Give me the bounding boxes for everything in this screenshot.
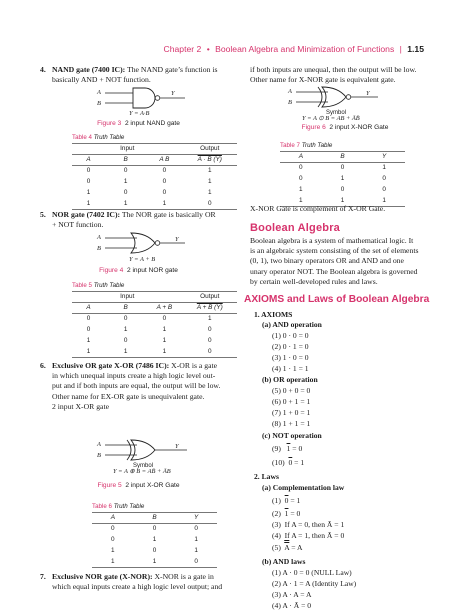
chapter-label: Chapter 2 [163, 44, 202, 54]
col-y: Y [363, 152, 405, 163]
col-a-plus-b: A + B [146, 303, 182, 314]
axiom-result: = 1 [292, 458, 305, 467]
xor-input-a: A [97, 441, 101, 448]
axiom-6: (6) 0 + 1 = 1 [272, 397, 311, 406]
xnor-gate-diagram [286, 83, 406, 121]
cell: 1 [363, 196, 405, 207]
cell: 0 [123, 188, 128, 196]
law-result: = 0 [288, 509, 301, 518]
axiom-number: (10) [272, 458, 285, 467]
and-law-3: (3) A · A = A [272, 590, 312, 599]
nor-text-2: + NOT function. [52, 220, 104, 230]
nand-equation: Y = A·B [129, 110, 150, 116]
cell: 1 [146, 347, 182, 358]
xnor-input-b: B [288, 99, 292, 106]
law-result: If A = 1, then Ā = 0 [284, 531, 345, 540]
ba-line: (0, 1), two binary operators OR and AND and one [250, 256, 404, 266]
axioms-subheading: 1. AXIOMS [254, 310, 293, 319]
xor-output-y: Y [175, 443, 179, 450]
xor-heading: Exclusive OR gate X-OR (7486 IC): [52, 361, 170, 370]
axiom-5: (5) 0 + 0 = 0 [272, 386, 311, 395]
law-result: If A = 0, then Ā = 1 [284, 520, 345, 529]
xnor-equation: Y = A ⊙ B = AB + ĀB̄ [302, 115, 360, 121]
xnor-text: X-NOR is a gate in [152, 572, 214, 581]
cell: 0 [299, 174, 303, 182]
nand-truth-table [72, 143, 237, 210]
nor-input-b: B [97, 245, 101, 252]
table-5-caption [72, 282, 124, 290]
cell: 1 [162, 325, 167, 333]
cell: 1 [207, 177, 212, 185]
cell: 0 [86, 325, 91, 333]
table-row [72, 188, 237, 199]
complement-value: 0 [288, 458, 293, 467]
chapter-title: Boolean Algebra and Minimization of Functions [215, 44, 395, 54]
axiom-4: (4) 1 · 1 = 1 [272, 364, 309, 373]
page-number: 1.15 [407, 44, 424, 54]
cell: 0 [123, 167, 128, 175]
cell: 0 [111, 535, 115, 543]
xnor-heading: Exclusive NOR gate (X-NOR): [52, 572, 153, 581]
nand-gate-diagram [95, 84, 205, 116]
table-label: Table 6 [92, 503, 112, 510]
cell: 0 [183, 199, 237, 210]
table-row [72, 177, 237, 188]
cell: 0 [382, 174, 386, 182]
axiom-result: = 0 [290, 444, 303, 453]
xor-text: X-OR is a gate [169, 361, 218, 370]
law-number: (2) [272, 509, 281, 518]
cell: 1 [322, 196, 364, 207]
cell: 0 [299, 164, 303, 172]
boolean-algebra-heading: Boolean Algebra [250, 222, 340, 234]
xor-text-5: 2 input X-OR gate [52, 401, 110, 411]
xnor-text-2: which equal inputs create a high logic level output; and [52, 582, 223, 592]
law-number: (3) [272, 520, 281, 529]
cell: 0 [340, 164, 345, 172]
cell: 0 [183, 347, 237, 358]
xnor-cont-text: if both inputs are unequal, then the output will be low. [250, 65, 417, 74]
cell: 0 [86, 167, 91, 175]
cell: 1 [86, 188, 91, 196]
axiom-2: (2) 0 · 1 = 0 [272, 342, 309, 351]
cell: 0 [86, 315, 91, 323]
xnor-cont-text-2: Other name for X-NOR gate is equivalent gate. [250, 75, 396, 85]
group-output: Output [183, 144, 237, 155]
figure-text: 2 input NAND gate [124, 120, 180, 127]
cell: 0 [162, 177, 167, 185]
xnor-symbol-label: Symbol [326, 110, 347, 116]
col-a: A [72, 155, 105, 166]
col-a: A [92, 513, 134, 524]
table-row [72, 336, 237, 347]
cell: 1 [207, 315, 212, 323]
figure-3-caption [40, 120, 237, 129]
table-row [280, 163, 405, 174]
comp-law-5 [272, 543, 302, 553]
xor-text-3: put and if both inputs are equal, the output will be low. [52, 381, 221, 391]
complement-value: 1 [286, 444, 291, 453]
or-operation-heading: (b) OR operation [262, 375, 318, 384]
nor-text: The NOR gate is basically OR [120, 210, 216, 219]
cell: 1 [105, 347, 146, 358]
complement-value: 1 [284, 509, 289, 518]
nor-gate-diagram [95, 229, 205, 263]
col-y: A · B (Y) [183, 155, 237, 166]
and-laws-heading: (b) AND laws [262, 557, 306, 566]
table-row [92, 557, 217, 568]
table-4-caption [72, 134, 124, 142]
comp-law-2 [272, 509, 300, 519]
figure-label: Figure 6 [301, 124, 326, 131]
cell: 0 [123, 336, 128, 344]
cell: 1 [146, 199, 182, 210]
comp-law-4 [272, 531, 344, 541]
cell: 0 [382, 185, 386, 193]
cell: 0 [111, 525, 115, 533]
law-number: (4) [272, 531, 281, 540]
table-row [72, 166, 237, 177]
xor-input-b: B [97, 452, 101, 459]
cell: 0 [207, 325, 212, 333]
xnor-note: X-NOR Gate is complement of X-OR Gate. [250, 204, 386, 213]
figure-4-caption [40, 267, 237, 276]
law-result: = A [289, 543, 303, 552]
table-title: Truth Table [93, 282, 125, 289]
and-law-4: (4) A · Ā = 0 [272, 601, 312, 610]
nor-heading: NOR gate (7402 IC): [52, 210, 121, 219]
comp-law-1 [272, 496, 300, 506]
running-head [164, 44, 424, 55]
cell: 1 [382, 164, 386, 172]
cell: 1 [280, 196, 322, 207]
nor-item [40, 210, 237, 230]
cell: 0 [86, 177, 91, 185]
cell: 0 [162, 167, 167, 175]
figure-label: Figure 5 [97, 482, 122, 489]
cell: 0 [162, 315, 167, 323]
col-b: B [322, 152, 364, 163]
nand-input-a: A [97, 89, 101, 96]
col-a: A [72, 303, 105, 314]
col-a: A [280, 152, 322, 163]
xor-truth-table [92, 512, 217, 568]
table-row [92, 535, 217, 546]
axioms-heading: AXIOMS and Laws of Boolean Algebra [244, 294, 430, 305]
figure-text: 2 input X-NOR Gate [329, 124, 389, 131]
table-title: Truth Table [93, 134, 125, 141]
table-label: Table 7 [280, 142, 300, 149]
axiom-3: (3) 1 · 0 = 0 [272, 353, 309, 362]
law-result: = 1 [288, 496, 301, 505]
ba-line: Boolean algebra is a system of mathematical logic. It [250, 236, 414, 245]
xor-equation: Y = A ⊕ B = AB̄ + ĀB [113, 468, 171, 474]
nor-truth-table [72, 291, 237, 358]
col-b: B [105, 303, 146, 314]
xor-text-4: Other name for EX-OR gate is unequivalent gate. [52, 391, 205, 401]
xor-text-2: in which unequal inputs create a high logic level out- [52, 371, 216, 381]
cell: 1 [105, 199, 146, 210]
group-input: Input [72, 292, 183, 303]
cell: 1 [194, 546, 198, 554]
axiom-8: (8) 1 + 1 = 1 [272, 419, 311, 428]
boolean-algebra-paragraph [250, 236, 440, 287]
col-b: B [105, 155, 146, 166]
cell: 0 [340, 185, 345, 193]
not-operation-heading: (c) NOT operation [262, 431, 322, 440]
cell: 1 [111, 546, 115, 554]
cell: 0 [175, 557, 217, 568]
table-row [72, 199, 237, 210]
cell: 0 [194, 525, 198, 533]
figure-label: Figure 3 [97, 120, 122, 127]
table-label: Table 4 [72, 134, 92, 141]
and-law-2: (2) A · 1 = A (Identity Law) [272, 579, 357, 588]
law-number: (5) [272, 543, 281, 552]
nand-text: The NAND gate’s function is [125, 65, 218, 74]
group-input: Input [72, 144, 183, 155]
xnor-output-y: Y [366, 90, 370, 97]
xor-gate-diagram [95, 436, 215, 474]
figure-5-caption [40, 482, 237, 491]
cell: 1 [86, 336, 91, 344]
table-row [72, 347, 237, 358]
cell: 1 [72, 347, 105, 358]
xnor-input-a: A [288, 88, 292, 95]
axiom-7: (7) 1 + 0 = 1 [272, 408, 311, 417]
table-label: Table 5 [72, 282, 92, 289]
ba-line: unary operator NOT. The Boolean algebra is governed [250, 266, 418, 276]
nand-text-2: basically AND + NOT function. [52, 75, 151, 85]
law-number: (1) [272, 496, 281, 505]
xor-item [40, 361, 237, 412]
xor-symbol-label: Symbol [133, 463, 154, 469]
table-row [72, 314, 237, 325]
cell: 1 [123, 177, 128, 185]
col-y: A + B (Y) [183, 303, 237, 314]
complementation-law-heading: (a) Complementation law [262, 483, 345, 492]
table-title: Truth Table [301, 142, 333, 149]
table-row [92, 546, 217, 557]
xnor-item [40, 572, 237, 592]
nand-output-y: Y [171, 90, 175, 97]
complement-value: A [284, 543, 290, 552]
item-number: 6. [40, 361, 46, 370]
xnor-truth-table [280, 151, 405, 207]
cell: 1 [194, 535, 198, 543]
header-bullet: • [206, 44, 210, 54]
nor-input-a: A [97, 234, 101, 241]
table-6-caption [92, 503, 144, 511]
item-number: 4. [40, 65, 46, 74]
nor-output-y: Y [175, 236, 179, 243]
and-law-1: (1) A · 0 = 0 (NULL Law) [272, 568, 352, 577]
figure-text: 2 input NOR gate [126, 267, 178, 274]
cell: 1 [162, 336, 167, 344]
table-row [280, 185, 405, 196]
table-7-caption [280, 142, 332, 150]
item-number: 5. [40, 210, 46, 219]
col-y: Y [175, 513, 217, 524]
comp-law-3 [272, 520, 344, 530]
page-header [0, 44, 474, 58]
axiom-number: (9) [272, 444, 281, 453]
axiom-1: (1) 0 · 0 = 0 [272, 331, 309, 340]
cell: 1 [340, 174, 345, 182]
complement-value: 0 [284, 496, 289, 505]
cell: 1 [207, 188, 212, 196]
table-title: Truth Table [113, 503, 145, 510]
table-row [280, 174, 405, 185]
laws-subheading: 2. Laws [254, 472, 279, 481]
cell: 0 [123, 315, 128, 323]
axiom-10 [272, 458, 304, 468]
group-output: Output [183, 292, 237, 303]
nand-item [40, 65, 237, 85]
cell: 1 [152, 535, 157, 543]
cell: 0 [152, 546, 157, 554]
cell: 1 [299, 185, 303, 193]
cell: 1 [207, 167, 212, 175]
cell: 1 [134, 557, 176, 568]
table-row [72, 325, 237, 336]
cell: 0 [152, 525, 157, 533]
axiom-9 [272, 444, 302, 454]
cell: 1 [123, 325, 128, 333]
nand-heading: NAND gate (7400 IC): [52, 65, 126, 74]
figure-6-caption [250, 124, 440, 133]
nor-equation: Y = A + B [129, 256, 156, 263]
table-row [92, 524, 217, 535]
cell: 0 [207, 336, 212, 344]
ba-line: by certain well-developed rules and laws. [250, 276, 378, 286]
and-operation-heading: (a) AND operation [262, 320, 322, 329]
nand-input-b: B [97, 100, 101, 107]
col-ab: A B [146, 155, 182, 166]
cell: 1 [92, 557, 134, 568]
cell: 1 [72, 199, 105, 210]
figure-label: Figure 4 [99, 267, 124, 274]
col-b: B [134, 513, 176, 524]
header-divider: | [399, 44, 402, 54]
figure-text: 2 input X-OR Gate [125, 482, 180, 489]
ba-line: is an algebraic system consisting of the set of elements [250, 246, 419, 256]
item-number: 7. [40, 572, 46, 581]
cell: 0 [162, 188, 167, 196]
